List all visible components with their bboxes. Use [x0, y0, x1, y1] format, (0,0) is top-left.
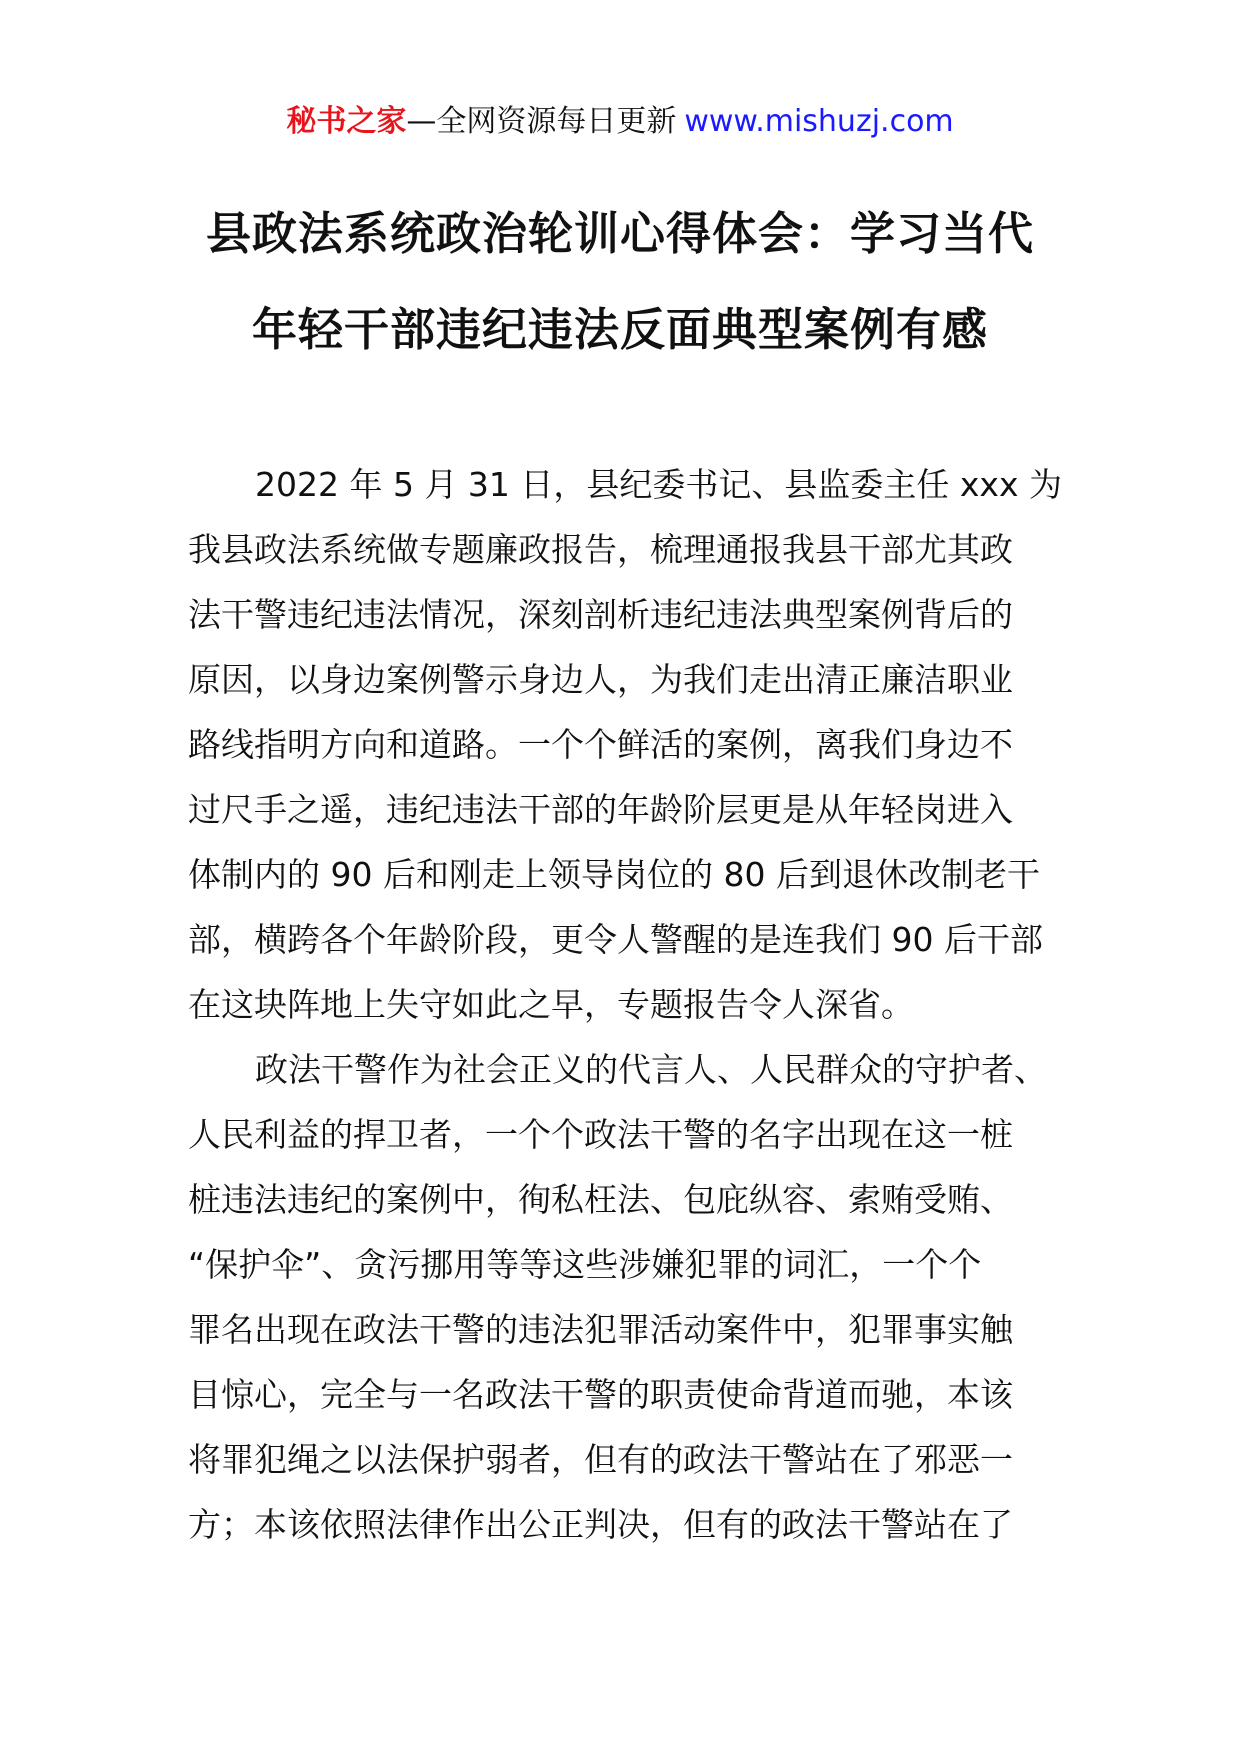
site-header — [0, 102, 1240, 142]
body-line: 体制内的 90 后和刚走上领导岗位的 80 后到退休改制老干 — [188, 855, 1040, 894]
body-line: 桩违法违纪的案例中，徇私枉法、包庇纵容、索贿受贿、 — [188, 1180, 1013, 1219]
body-line: 法干警违纪违法情况，深刻剖析违纪违法典型案例背后的 — [188, 595, 1013, 634]
body-line: 罪名出现在政法干警的违法犯罪活动案件中，犯罪事实触 — [188, 1310, 1013, 1349]
body-line: 将罪犯绳之以法保护弱者，但有的政法干警站在了邪恶一 — [188, 1440, 1013, 1479]
body-line: 过尺手之遥，违纪违法干部的年龄阶层更是从年轻岗进入 — [188, 790, 1013, 829]
body-line: 原因，以身边案例警示身边人，为我们走出清正廉洁职业 — [188, 660, 1013, 699]
site-slogan: —全网资源每日更新 — [406, 104, 677, 139]
body-line: 部，横跨各个年龄阶段，更令人警醒的是连我们 90 后干部 — [188, 920, 1043, 959]
body-line: 人民利益的捍卫者，一个个政法干警的名字出现在这一桩 — [188, 1115, 1013, 1154]
brand-name: 秘书之家 — [286, 104, 407, 139]
body-line: 政法干警作为社会正义的代言人、人民群众的守护者、 — [255, 1050, 1047, 1089]
body-line: 我县政法系统做专题廉政报告，梳理通报我县干部尤其政 — [188, 530, 1013, 569]
title-line-1: 县政法系统政治轮训心得体会：学习当代 — [205, 207, 1034, 260]
site-url-link[interactable]: www.mishuzj.com — [684, 104, 954, 139]
document-title — [150, 186, 1090, 378]
body-line: 方；本该依照法律作出公正判决，但有的政法干警站在了 — [188, 1505, 1013, 1544]
document-body — [188, 452, 1068, 1557]
body-line: 路线指明方向和道路。一个个鲜活的案例，离我们身边不 — [188, 725, 1013, 764]
body-line: 在这块阵地上失守如此之早，专题报告令人深省。 — [188, 985, 914, 1024]
title-line-2: 年轻干部违纪违法反面典型案例有感 — [251, 303, 988, 356]
body-line: 2022 年 5 月 31 日，县纪委书记、县监委主任 xxx 为 — [255, 465, 1062, 504]
body-line: “保护伞”、贪污挪用等等这些涉嫌犯罪的词汇，一个个 — [188, 1245, 982, 1284]
body-line: 目惊心，完全与一名政法干警的职责使命背道而驰，本该 — [188, 1375, 1013, 1414]
